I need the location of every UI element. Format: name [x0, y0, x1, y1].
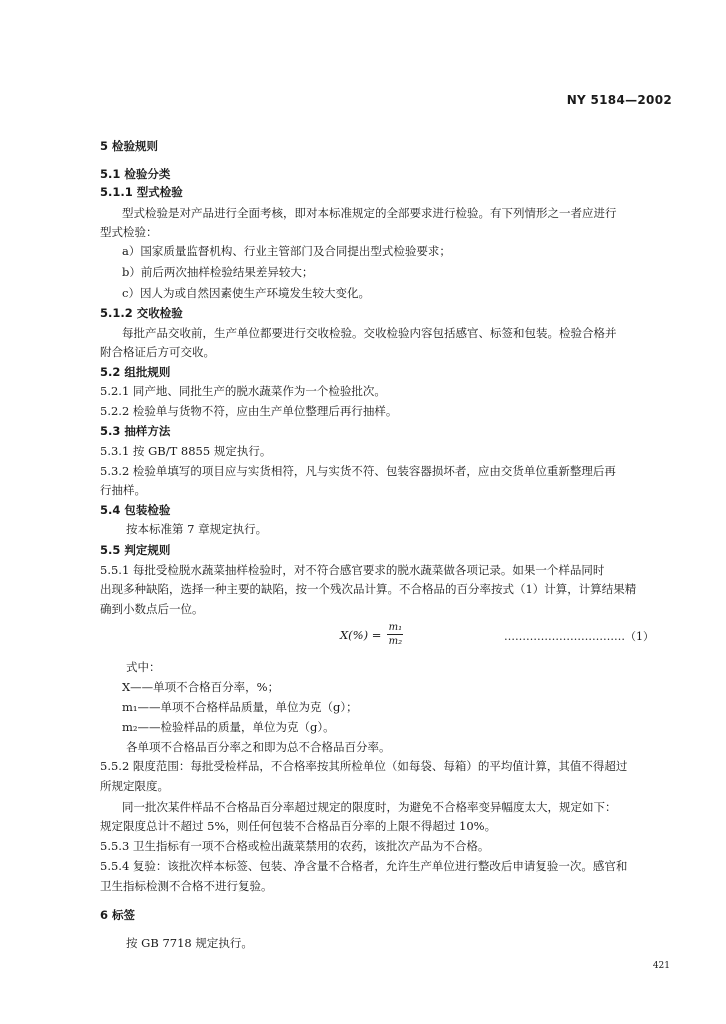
paragraph-line: 按本标准第 7 章规定执行。	[126, 522, 268, 536]
paragraph-line: 出现多种缺陷，选择一种主要的缺陷，按一个残次品计算。不合格品的百分率按式（1）计算，计算结果精	[100, 582, 637, 596]
formula-denominator: m₂	[388, 636, 403, 647]
heading-5-1-2: 5.1.2 交收检验	[100, 306, 183, 320]
list-item: a）国家质量监督机构、行业主管部门及合同提出型式检验要求；	[122, 244, 451, 258]
formula-numerator: m₁	[388, 622, 403, 633]
paragraph-line: 5.5.1 每批受检脱水蔬菜抽样检验时，对不符合感官要求的脱水蔬菜做各项记录。如果一个样品同时	[100, 563, 605, 577]
paragraph-line: 5.5.3 卫生指标有一项不合格或检出蔬菜禁用的农药，该批次产品为不合格。	[100, 839, 490, 853]
paragraph-line: 5.3.1 按 GB/T 8855 规定执行。	[100, 444, 272, 458]
page-number: 421	[652, 961, 670, 971]
list-item: c）因人为或自然因素使生产环境发生较大变化。	[122, 286, 370, 300]
heading-5-2: 5.2 组批规则	[100, 365, 171, 379]
paragraph-line: 规定限度总计不超过 5%，则任何包装不合格品百分率的上限不得超过 10%。	[100, 819, 497, 833]
section-heading-5: 5 检验规则	[100, 139, 159, 153]
paragraph-line: 5.2.1 同产地、同批生产的脱水蔬菜作为一个检验批次。	[100, 384, 386, 398]
formula-number: ……………………………（1）	[504, 630, 654, 643]
formula-lhs: X(%) =	[340, 627, 382, 642]
paragraph-line: 型式检验：	[100, 225, 158, 239]
formula-fraction	[387, 622, 403, 647]
paragraph-line: 5.5.4 复验：该批次样本标签、包装、净含量不合格者，允许生产单位进行整改后申请复验一次。感官和	[100, 859, 628, 873]
heading-5-5: 5.5 判定规则	[100, 543, 171, 557]
paragraph-line: 式中：	[126, 660, 161, 674]
standard-code-header: NY 5184—2002	[566, 93, 672, 107]
definition-line: X——单项不合格百分率，%；	[122, 680, 280, 694]
formula-1	[340, 622, 403, 647]
heading-5-1: 5.1 检验分类	[100, 167, 171, 181]
paragraph-line: 所规定限度。	[100, 779, 169, 793]
heading-5-3: 5.3 抽样方法	[100, 424, 171, 438]
paragraph-line: 卫生指标检测不合格不进行复验。	[100, 879, 273, 893]
heading-5-4: 5.4 包装检验	[100, 503, 171, 517]
paragraph-line: 5.3.2 检验单填写的项目应与实货相符，凡与实货不符、包装容器损坏者，应由交货单位重新整理后再	[100, 464, 616, 478]
paragraph-line: 按 GB 7718 规定执行。	[126, 936, 253, 950]
paragraph-line: 附合格证后方可交收。	[100, 345, 215, 359]
paragraph-line: 同一批次某件样品不合格品百分率超过规定的限度时，为避免不合格率变异幅度太大，规定如下：	[122, 800, 617, 814]
paragraph-line: 各单项不合格品百分率之和即为总不合格品百分率。	[126, 740, 391, 754]
definition-line: m₂——检验样品的质量，单位为克（g）。	[122, 720, 335, 734]
heading-5-1-1: 5.1.1 型式检验	[100, 185, 183, 199]
list-item: b）前后两次抽样检验结果差异较大；	[122, 265, 314, 279]
paragraph-line: 行抽样。	[100, 483, 146, 497]
fraction-bar	[387, 634, 403, 635]
paragraph-line: 5.5.2 限度范围：每批受检样品，不合格率按其所检单位（如每袋、每箱）的平均值计算，其值不得超过	[100, 759, 628, 773]
paragraph-line: 确到小数点后一位。	[100, 602, 204, 616]
paragraph-line: 5.2.2 检验单与货物不符，应由生产单位整理后再行抽样。	[100, 404, 398, 418]
section-heading-6: 6 标签	[100, 908, 136, 922]
paragraph-line: 每批产品交收前，生产单位都要进行交收检验。交收检验内容包括感官、标签和包装。检验合格并	[122, 326, 617, 340]
definition-line: m₁——单项不合格样品质量，单位为克（g）；	[122, 700, 358, 714]
paragraph-line: 型式检验是对产品进行全面考核，即对本标准规定的全部要求进行检验。有下列情形之一者应进行	[122, 206, 617, 220]
